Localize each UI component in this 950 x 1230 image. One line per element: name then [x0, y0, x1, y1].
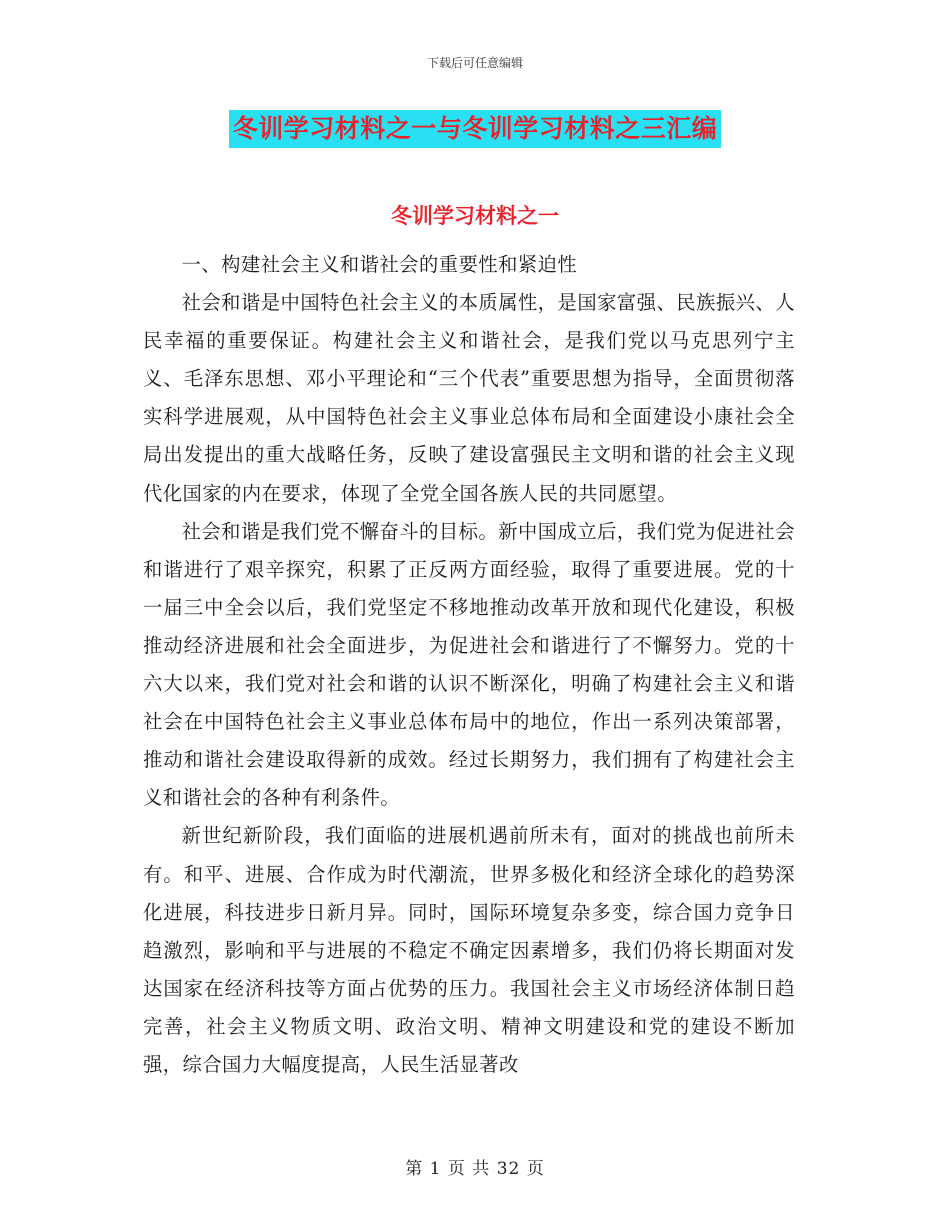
main-title-container [0, 110, 950, 148]
paragraph-2: 社会和谐是我们党不懈奋斗的目标。新中国成立后，我们党为促进社会和谐进行了艰辛探究，积累了正反两方面经验，取得了重要进展。党的十一届三中全会以后，我们党坚定不移地推动改革开放和现代化建设，积极推动经济进展和社会全面进步，为促进社会和谐进行了不懈努力。党的十六大以来，我们党对社会和谐的认识不断深化，明确了构建社会主义和谐社会在中国特色社会主义事业总体布局中的地位，作出一系列决策部署，推动和谐社会建设取得新的成效。经过长期努力，我们拥有了构建社会主义和谐社会的各种有利条件。 [143, 519, 795, 810]
page-footer: 第 1 页 共 32 页 [405, 1159, 545, 1179]
section-title: 冬训学习材料之一 [391, 204, 559, 228]
subheading: 一、构建社会主义和谐社会的重要性和紧迫性 [181, 253, 578, 276]
document-body [143, 246, 795, 1084]
paragraph-1: 社会和谐是中国特色社会主义的本质属性，是国家富强、民族振兴、人民幸福的重要保证。构建社会主义和谐社会，是我们党以马克思列宁主义、毛泽东思想、邓小平理论和“三个代表”重要思想为指导，全面贯彻落实科学进展观，从中国特色社会主义事业总体布局和全面建设小康社会全局出发提出的重大战略任务，反映了建设富强民主文明和谐的社会主义现代化国家的内在要求，体现了全党全国各族人民的共同愿望。 [143, 291, 795, 505]
document-title: 冬训学习材料之一与冬训学习材料之三汇编 [229, 110, 722, 148]
page-header-note: 下载后可任意编辑 [426, 56, 523, 70]
paragraph-3: 新世纪新阶段，我们面临的进展机遇前所未有，面对的挑战也前所未有。和平、进展、合作成为时代潮流，世界多极化和经济全球化的趋势深化进展，科技进步日新月异。同时，国际环境复杂多变，综合国力竞争日趋激烈，影响和平与进展的不稳定不确定因素增多，我们仍将长期面对发达国家在经济科技等方面占优势的压力。我国社会主义市场经济体制日趋完善，社会主义物质文明、政治文明、精神文明建设和党的建设不断加强，综合国力大幅度提高，人民生活显著改 [143, 824, 795, 1076]
